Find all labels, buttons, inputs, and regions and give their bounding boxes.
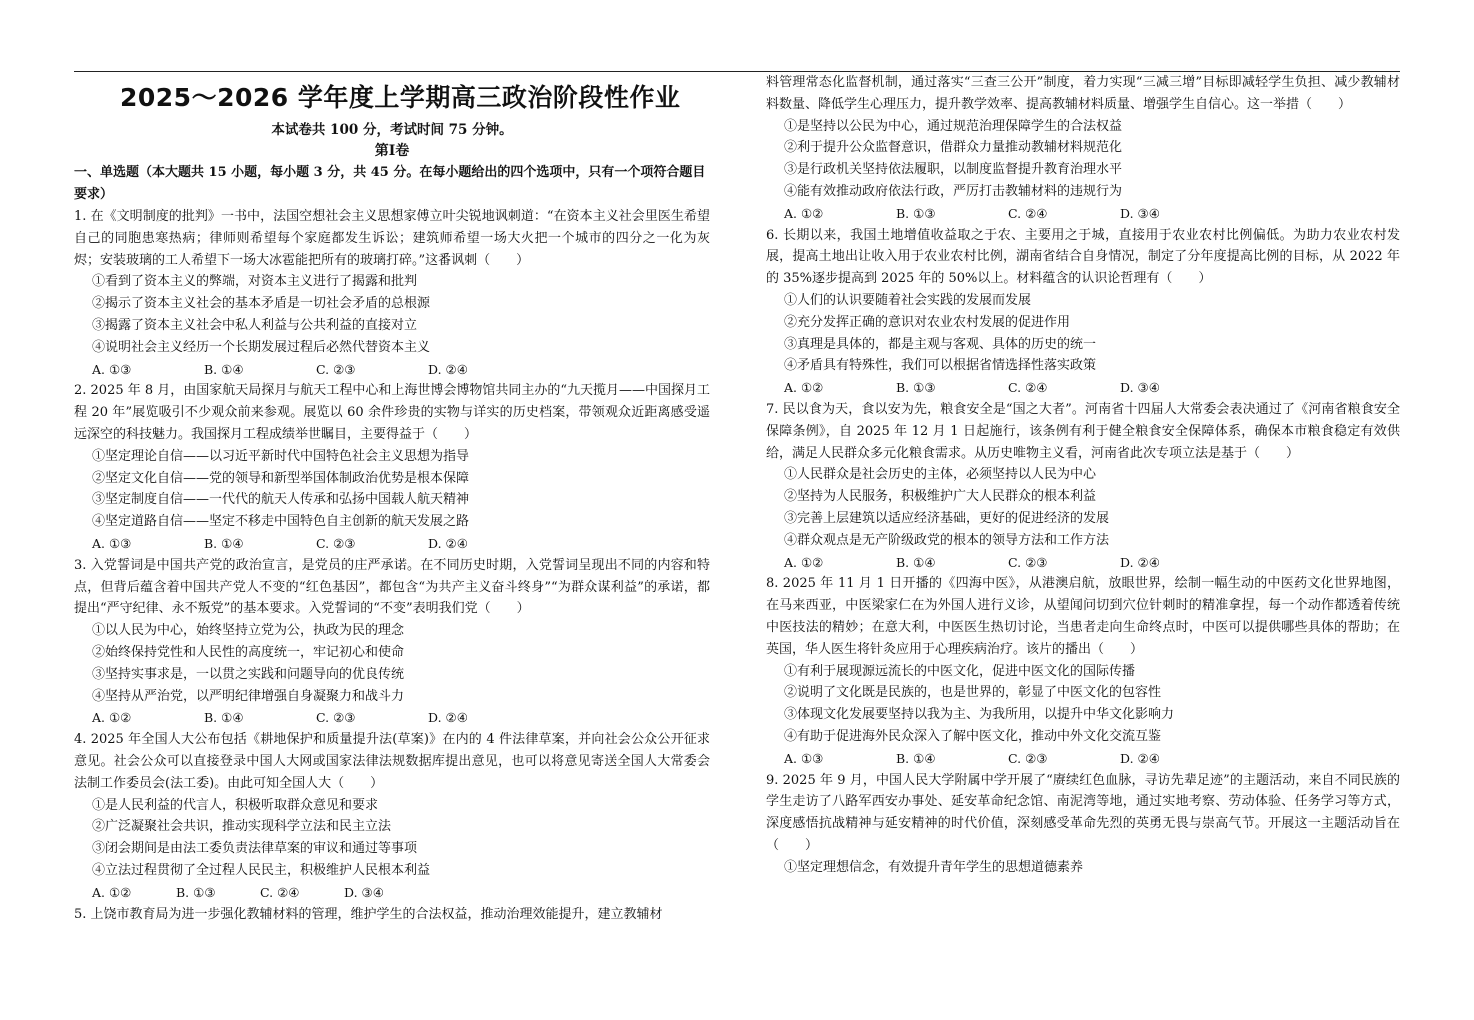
page-title: 2025～2026 学年度上学期高三政治阶段性作业 [120,83,681,112]
answer-choice: C. ②④ [1008,205,1048,221]
statement-option: ①坚定理想信念，有效提升青年学生的思想道德素养 [784,859,1084,875]
question-block [766,399,1400,573]
part-heading: 第Ⅰ卷 [374,143,410,159]
statement-option: ①是坚持以公民为中心，通过规范治理保障学生的合法权益 [784,118,1123,134]
question-stem: 8. 2025 年 11 月 1 日开播的《四海中医》，从港澳启航，放眼世界，绘制一幅生动的中医药文化世界地图，在马来西亚，中医梁家仁在为外国人进行义诊，从望闻问切到穴位针刺时的精准拿捏，每一个动作都透着传统中医技法的精妙；在意大利，中医医生热切讨论，当患者走向生命终点时，中医可以提供哪些具体的帮助；在英国，华人医生将针灸应用于心理疾病治疗。该片的播出（ ） [766,576,1400,657]
question-block [766,770,1400,879]
answer-choice: A. ①③ [92,361,132,377]
answer-choice: C. ②④ [1008,380,1048,396]
answer-choice: A. ①② [784,205,824,221]
answer-choices [74,359,710,381]
answer-choices [766,552,1400,574]
question-stem: 9. 2025 年 9 月，中国人民大学附属中学开展了“赓续红色血脉，寻访先辈足迹”的主题活动，来自不同民族的学生走访了八路军西安办事处、延安革命纪念馆、南泥湾等地，通过实地考察、劳动体验、任务学习等方式，深度感悟抗战精神与延安精神的时代价值，深刻感受革命先烈的英勇无畏与崇高气节。开展这一主题活动旨在（ ） [766,772,1400,853]
question-block [766,573,1400,769]
statement-option: ①是人民利益的代言人，积极听取群众意见和要求 [92,797,379,813]
question-stem: 料管理常态化监督机制，通过落实“三查三公开”制度，着力实现“三减三增”目标即减轻学生负担、减少教辅材料数量、降低学生心理压力，提升教学效率、提高教辅材料质量、增强学生自信心。这一举措（ ） [766,75,1400,112]
answer-choice: A. ①② [92,710,132,726]
question-stem: 2. 2025 年 8 月，由国家航天局探月与航天工程中心和上海世博会博物馆共同主办的“九天揽月——中国探月工程 20 年”展览吸引不少观众前来参观。展览以 60 余件珍贵的实物与详实的历史档案，带领观众近距离感受遥远深空的科技魅力。我国探月工程成绩举世瞩目，主要得益于（ ） [74,383,710,442]
statement-option: ②坚定文化自信——党的领导和新型举国体制政治优势是根本保障 [92,470,470,486]
section-heading: 一、单选题（本大题共 15 小题，每小题 3 分，共 45 分。在每小题给出的四个选项中，只有一个项符合题目要求） [74,165,706,202]
statement-option: ①人们的认识要随着社会实践的发展而发展 [784,292,1032,308]
question-stem: 5. 上饶市教育局为进一步强化教辅材料的管理，维护学生的合法权益，推动治理效能提升，建立教辅材 [74,906,663,922]
statement-option: ①坚定理论自信——以习近平新时代中国特色社会主义思想为指导 [92,448,470,464]
answer-choice: D. ②④ [428,535,468,551]
answer-choice: B. ①③ [896,380,936,396]
question-block [74,729,710,903]
statement-option: ②说明了文化既是民族的，也是世界的，彰显了中医文化的包容性 [784,685,1162,701]
answer-choices [74,882,710,904]
answer-choice: A. ①③ [784,750,824,766]
answer-choice: B. ①④ [896,750,936,766]
answer-choice: C. ②③ [1008,554,1048,570]
question-stem: 1. 在《文明制度的批判》一书中，法国空想社会主义思想家傅立叶尖锐地讽刺道：“在资本主义社会里医生希望自己的同胞患寒热病；律师则希望每个家庭都发生诉讼；建筑师希望一场大火把一个城市的四分之一化为灰烬；安装玻璃的工人希望下一场大冰雹能把所有的玻璃打碎。”这番讽刺（ ） [74,209,710,268]
statement-option: ③真理是具体的，都是主观与客观、具体的历史的统一 [784,336,1097,352]
answer-choices [766,748,1400,770]
answer-choices [74,707,710,729]
answer-choice: A. ①③ [92,535,132,551]
statement-option: ③坚持实事求是，一以贯之实践和问题导向的优良传统 [92,666,405,682]
answer-choice: C. ②③ [316,535,356,551]
answer-choice: D. ③④ [344,884,384,900]
statement-option: ③是行政机关坚持依法履职，以制度监督提升教育治理水平 [784,162,1123,178]
statement-option: ④说明社会主义经历一个长期发展过程后必然代替资本主义 [92,339,431,355]
question-block [74,380,710,554]
statement-option: ④坚持从严治党，以严明纪律增强自身凝聚力和战斗力 [92,688,405,704]
question-block [74,555,710,729]
question-block [74,904,710,926]
question-list-left [74,206,710,925]
answer-choice: B. ①③ [896,205,936,221]
exam-info: 本试卷共 100 分，考试时间 75 分钟。 [271,122,513,138]
statement-option: ①看到了资本主义的弊端，对资本主义进行了揭露和批判 [92,274,418,290]
answer-choice: D. ②④ [1120,554,1160,570]
answer-choice: B. ①③ [176,884,216,900]
answer-choice: D. ②④ [428,710,468,726]
question-stem: 3. 入党誓词是中国共产党的政治宣言，是党员的庄严承诺。在不同历史时期，入党誓词呈现出不同的内容和特点，但背后蕴含着中国共产党人不变的“红色基因”，都包含“为共产主义奋斗终身”“为群众谋利益”的承诺，都提出“严守纪律、永不叛党”的基本要求。入党誓词的“不变”表明我们党（ ） [74,557,710,617]
answer-choice: C. ②④ [260,884,300,900]
statement-option: ②广泛凝聚社会共识，推动实现科学立法和民主立法 [92,819,392,835]
answer-choice: A. ①② [92,884,132,900]
statement-option: ①以人民为中心，始终坚持立党为公，执政为民的理念 [92,623,405,639]
statement-option: ④坚定道路自信——坚定不移走中国特色自主创新的航天发展之路 [92,514,470,530]
statement-option: ③闭会期间是由法工委负责法律草案的审议和通过等事项 [92,841,418,857]
answer-choice: D. ②④ [1120,750,1160,766]
statement-option: ③揭露了资本主义社会中私人利益与公共利益的直接对立 [92,317,418,333]
answer-choice: A. ①② [784,380,824,396]
statement-option: ③坚定制度自信——一代代的航天人传承和弘扬中国载人航天精神 [92,492,470,508]
statement-option: ④立法过程贯彻了全过程人民民主，积极维护人民根本利益 [92,862,431,878]
answer-choice: A. ①② [784,554,824,570]
question-block [74,206,710,380]
statement-option: ③完善上层建筑以适应经济基础，更好的促进经济的发展 [784,510,1110,526]
answer-choice: C. ②③ [1008,750,1048,766]
answer-choice: B. ①④ [896,554,936,570]
answer-choices [74,533,710,555]
statement-option: ④群众观点是无产阶级政党的根本的领导方法和工作方法 [784,532,1110,548]
answer-choice: C. ②③ [316,361,356,377]
right-column [766,72,1400,878]
answer-choice: C. ②③ [316,710,356,726]
answer-choice: B. ①④ [204,710,244,726]
answer-choice: B. ①④ [204,361,244,377]
question-stem: 4. 2025 年全国人大公布包括《耕地保护和质量提升法(草案)》在内的 4 件法律草案，并向社会公众公开征求意见。社会公众可以直接登录中国人大网或国家法律法规数据库提出意见，也可以将意见寄送全国人大常委会法制工作委员会(法工委)。由此可知全国人大（ ） [74,732,710,791]
statement-option: ①人民群众是社会历史的主体，必须坚持以人民为中心 [784,467,1097,483]
question-block [766,72,1400,225]
statement-option: ②揭示了资本主义社会的基本矛盾是一切社会矛盾的总根源 [92,296,431,312]
question-block [766,225,1400,399]
answer-choice: D. ②④ [428,361,468,377]
statement-option: ④矛盾具有特殊性，我们可以根据省情选择性落实政策 [784,358,1097,374]
question-stem: 7. 民以食为天，食以安为先，粮食安全是“国之大者”。河南省十四届人大常委会表决通过了《河南省粮食安全保障条例》，自 2025 年 12 月 1 日起施行，该条例有利于健全粮食安全保障体系，确保本市粮食稳定有效供给，满足人民群众多元化粮食需求。从历史唯物主义看，河南省此次专项立法是基于（ ） [766,401,1400,461]
answer-choice: B. ①④ [204,535,244,551]
answer-choice: D. ③④ [1120,205,1160,221]
answer-choices [766,203,1400,225]
statement-option: ②始终保持党性和人民性的高度统一，牢记初心和使命 [92,644,405,660]
statement-option: ①有利于展现源远流长的中医文化，促进中医文化的国际传播 [784,663,1136,679]
question-list-right [766,72,1400,878]
statement-option: ②利于提升公众监督意识，借群众力量推动教辅材料规范化 [784,140,1123,156]
left-column [74,72,710,925]
statement-option: ④能有效推动政府依法行政，严厉打击教辅材料的违规行为 [784,183,1123,199]
question-stem: 6. 长期以来，我国土地增值收益取之于农、主要用之于城，直接用于农业农村比例偏低。为助力农业农村发展，提高土地出让收入用于农业农村比例，湖南省结合自身情况，制定了分年度提高比例的目标，从 2022 年的 35%逐步提高到 2025 年的 50%以上。材料蕴含的认识论哲理有（ ） [766,227,1400,287]
statement-option: ③体现文化发展要坚持以我为主、为我所用，以提升中华文化影响力 [784,707,1175,723]
statement-option: ②充分发挥正确的意识对农业农村发展的促进作用 [784,314,1071,330]
answer-choice: D. ③④ [1120,380,1160,396]
statement-option: ④有助于促进海外民众深入了解中医文化，推动中外文化交流互鉴 [784,728,1162,744]
statement-option: ②坚持为人民服务，积极维护广大人民群众的根本利益 [784,489,1097,505]
answer-choices [766,377,1400,399]
